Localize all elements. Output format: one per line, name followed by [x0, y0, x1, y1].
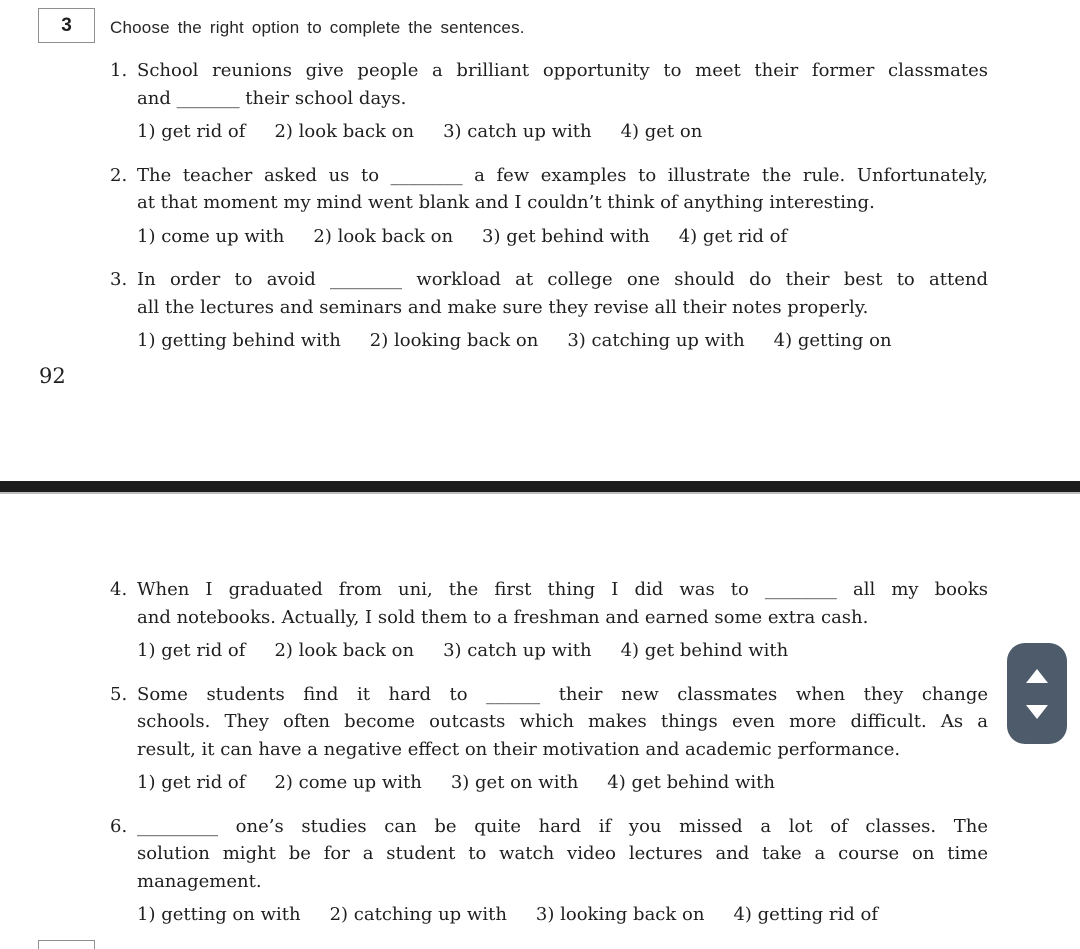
question-text-line: School reunions give people a brilliant opportunity to meet their former classmates	[137, 60, 988, 81]
scroll-widget	[1007, 643, 1067, 744]
exercise-number-box	[38, 8, 95, 43]
question-3	[110, 266, 988, 355]
question-6-options	[137, 901, 988, 929]
option: 1) get rid of	[137, 772, 246, 793]
option: 4) get on	[620, 121, 703, 142]
question-6	[110, 813, 988, 929]
questions-top-section	[110, 57, 988, 355]
question-text-line: and notebooks. Actually, I sold them to a freshman and earned some extra cash.	[137, 606, 869, 628]
question-4-options	[137, 637, 988, 665]
question-number: 2.	[110, 164, 128, 186]
question-number: 4.	[110, 579, 128, 600]
option: 2) look back on	[274, 121, 415, 142]
question-text-line: all the lectures and seminars and make sure they revise all their notes properly.	[137, 296, 869, 318]
question-text-line: When I graduated from uni, the first thing I did was to ________ all my books	[137, 579, 988, 600]
option: 4) getting rid of	[733, 904, 878, 925]
option: 2) look back on	[313, 225, 454, 247]
question-text-line: In order to avoid ________ workload at college one should do their best to attend	[137, 269, 988, 290]
question-1	[110, 57, 988, 146]
question-number: 1.	[110, 60, 128, 81]
option: 2) come up with	[274, 772, 422, 793]
option: 4) get behind with	[607, 772, 775, 793]
question-3-options	[137, 327, 988, 355]
question-text-line: and _______ their school days.	[137, 87, 407, 109]
option: 2) looking back on	[369, 330, 539, 351]
question-text-line: schools. They often become outcasts which makes things even more difficult. As a	[137, 711, 988, 732]
option: 3) catch up with	[443, 121, 592, 142]
question-5-options	[137, 769, 988, 797]
option: 4) getting on	[773, 330, 892, 351]
page-number: 92	[39, 364, 66, 388]
option: 4) get rid of	[678, 225, 788, 247]
option: 2) catching up with	[329, 904, 507, 925]
arrow-up-icon	[1026, 669, 1048, 683]
question-5	[110, 681, 988, 797]
option: 1) get rid of	[137, 640, 246, 661]
question-2	[110, 162, 988, 251]
option: 1) getting on with	[137, 904, 301, 925]
option: 3) get behind with	[482, 225, 650, 247]
option: 2) look back on	[274, 640, 415, 661]
questions-bottom-section	[110, 576, 988, 929]
question-number: 3.	[110, 269, 128, 290]
question-2-options	[137, 223, 988, 251]
question-text-line: solution might be for a student to watch video lectures and take a course on time	[137, 843, 988, 864]
question-4	[110, 576, 988, 665]
option: 1) get rid of	[137, 121, 246, 142]
question-text-line: management.	[137, 870, 262, 892]
exercise-instruction: Choose the right option to complete the sentences.	[110, 18, 525, 37]
question-1-options	[137, 118, 988, 146]
option: 3) catching up with	[567, 330, 745, 351]
question-text-line: _________ one’s studies can be quite hard if you missed a lot of classes. The	[137, 815, 988, 837]
question-text-line: The teacher asked us to ________ a few examples to illustrate the rule. Unfortunately,	[137, 164, 988, 186]
scroll-down-button[interactable]	[1022, 704, 1052, 719]
question-number: 5.	[110, 683, 128, 705]
option: 3) catch up with	[443, 640, 592, 661]
option: 3) looking back on	[535, 904, 705, 925]
option: 1) getting behind with	[137, 330, 341, 351]
question-text-line: Some students find it hard to ______ their new classmates when they change	[137, 683, 988, 705]
option: 1) come up with	[137, 225, 285, 247]
next-exercise-box-partial	[38, 940, 95, 949]
question-number: 6.	[110, 815, 128, 837]
page-divider	[0, 481, 1080, 494]
exercise-number: 3	[61, 14, 72, 36]
option: 3) get on with	[450, 772, 579, 793]
arrow-down-icon	[1026, 705, 1048, 719]
option: 4) get behind with	[620, 640, 789, 661]
question-text-line: at that moment my mind went blank and I couldn’t think of anything interesting.	[137, 192, 875, 213]
question-text-line: result, it can have a negative effect on their motivation and academic performance.	[137, 738, 901, 760]
scroll-up-button[interactable]	[1022, 668, 1052, 683]
